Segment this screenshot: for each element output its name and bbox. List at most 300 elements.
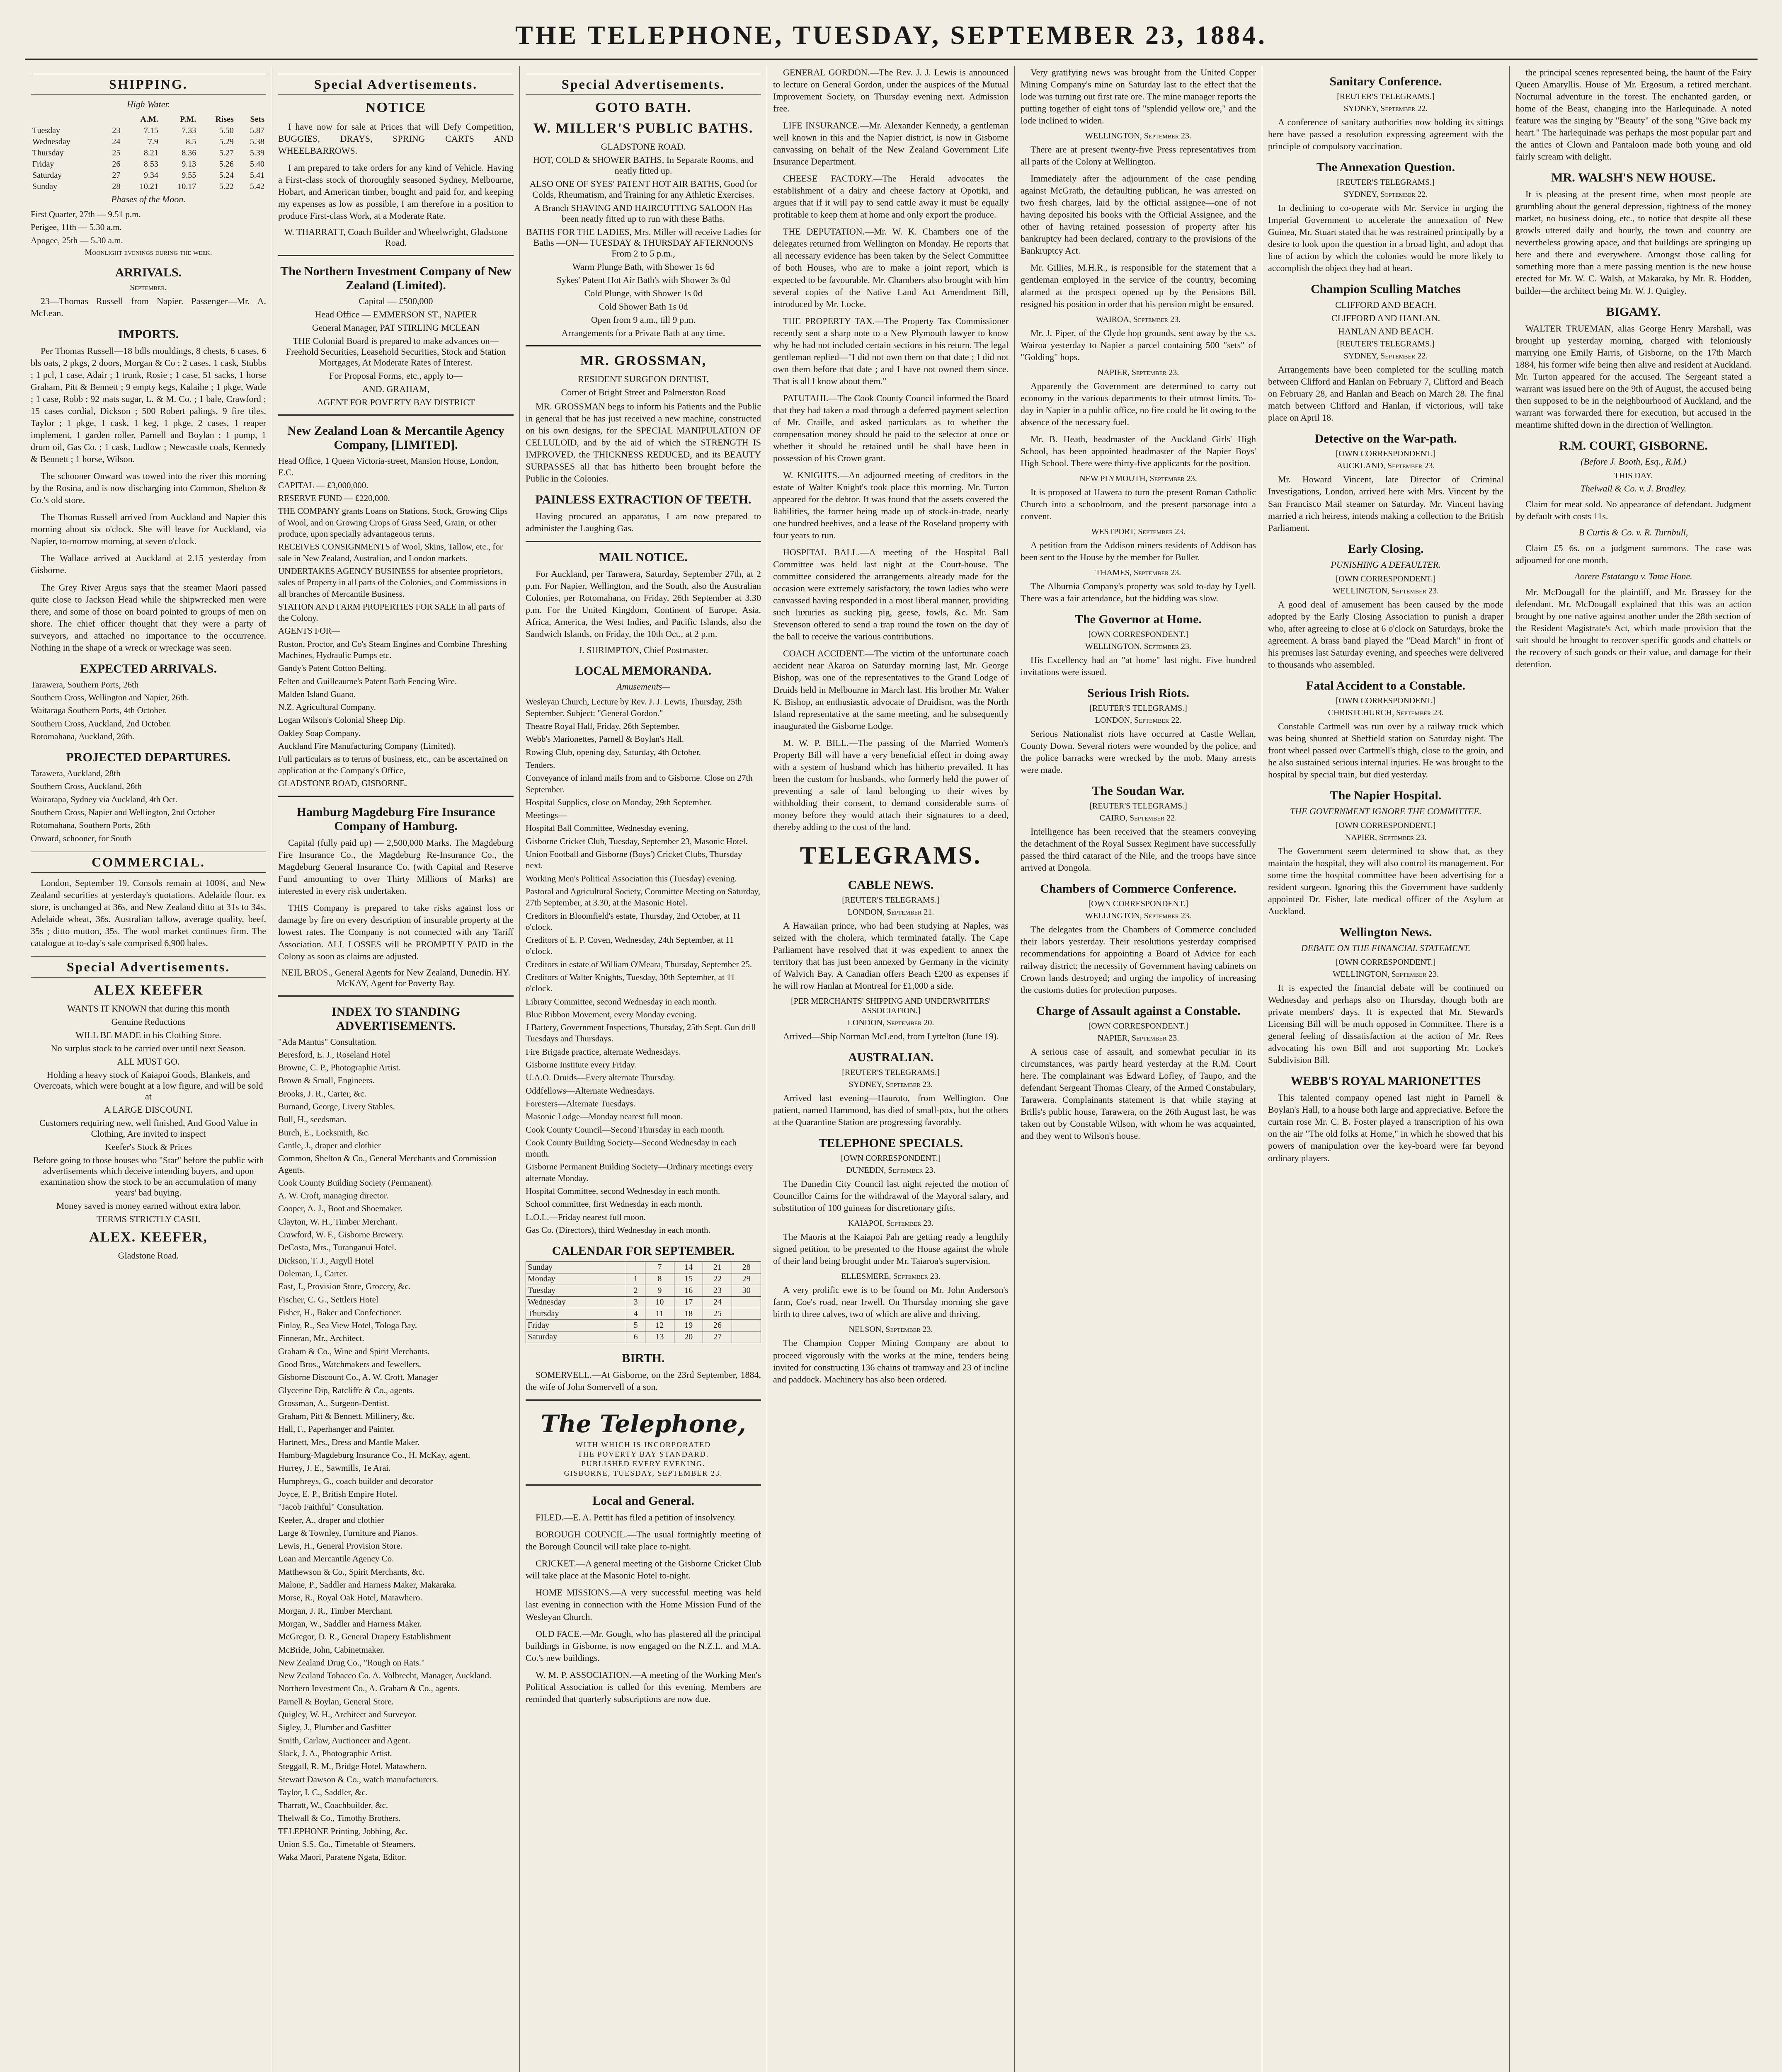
assault-date: NAPIER, September 23. [1097, 1033, 1179, 1043]
index-item: Sigley, J., Plumber and Gasfitter [278, 1722, 391, 1733]
index-item: Loan and Mercantile Agency Co. [278, 1554, 394, 1564]
expected-item: Rotomahana, Auckland, 26th. [31, 731, 135, 741]
assault-heading: Charge of Assault against a Constable. [1036, 1004, 1241, 1018]
table-cell [732, 1297, 761, 1308]
detective-date: AUCKLAND, September 23. [1336, 461, 1435, 471]
index-item: Smith, Carlaw, Auctioneer and Agent. [278, 1735, 410, 1745]
table-cell: 3 [626, 1297, 645, 1308]
dateline-napier: NAPIER, September 23. [1097, 368, 1179, 377]
irish-date: LONDON, September 22. [1095, 716, 1182, 725]
closing-text: A good deal of amusement has been caused by the mode adopted by the Early Closing Association to punish a draper who, after agreeing to close at 6 o'clock on Saturdays, broke the agreement. A brass band played the "Dead March" in front of his premises last Saturday evening, and speeches were delivered to thousands who assembled. [1268, 599, 1503, 670]
table-header-cell [31, 114, 102, 125]
table-cell: Monday [526, 1273, 626, 1285]
annexation-source: [REUTER'S TELEGRAMS.] [1337, 178, 1435, 187]
painless-heading: PAINLESS EXTRACTION OF TEETH. [535, 493, 752, 507]
table-cell: 14 [674, 1262, 703, 1273]
table-cell: 8.53 [143, 160, 158, 169]
nzl-line: Auckland Fire Manufacturing Company (Limited). [278, 741, 456, 751]
nic-line: General Manager, PAT STIRLING MCLEAN [312, 322, 480, 333]
webb-heading: WEBB'S ROYAL MARIONETTES [1290, 1074, 1481, 1088]
memo-item: Tenders. [526, 760, 555, 770]
table-cell: 5.38 [250, 137, 264, 146]
table-cell: 30 [732, 1285, 761, 1297]
index-item: McBride, John, Cabinetmaker. [278, 1644, 385, 1655]
index-item: Waka Maori, Paratene Ngata, Editor. [278, 1852, 407, 1862]
projected-heading: PROJECTED DEPARTURES. [66, 750, 231, 765]
index-item: Clayton, W. H., Timber Merchant. [278, 1216, 398, 1227]
table-cell: Friday [526, 1320, 626, 1331]
soudan-heading: The Soudan War. [1092, 784, 1185, 798]
column-4 [767, 66, 1015, 2072]
table-cell: 4 [626, 1308, 645, 1320]
specials-text-3: A very prolific ewe is to be found on Mr. John Anderson's farm, Coe's road, near Irwell. On Thursday morning she gave birth to three calves, two of which are alive and thriving. [773, 1285, 1009, 1319]
memo-item: Theatre Royal Hall, Friday, 26th September. [526, 721, 680, 731]
index-item: Hurrey, J. E., Sawmills, Te Arai. [278, 1463, 391, 1473]
article-gordon: GENERAL GORDON.—The Rev. J. J. Lewis is announced to lecture on General Gordon, under the auspices of the Mutual Improvement Society, on Thursday evening next. Admission free. [773, 67, 1009, 114]
rm-court-heading: R.M. COURT, GISBORNE. [1559, 438, 1708, 453]
hm-text: Capital (fully paid up) — 2,500,000 Marks. The Magdeburg Fire Insurance Co., the Magdeburg Re-Insurance Co., the Magdeburg General Insurance Co. (with Capital and Reserve Fund amounting to over Thirty Millions of Marks) are interested in every risk undertaken. [278, 838, 514, 896]
wellington-source: [OWN CORRESPONDENT.] [1336, 958, 1436, 967]
table-cell: 7 [645, 1262, 674, 1273]
column-1 [25, 66, 272, 2072]
projected-list [31, 768, 266, 844]
nic-line: THE Colonial Board is prepared to make advances on— Freehold Securities, Leasehold Securities, Stock and Station Mortgages, At Moderate Rates of Interest. [286, 336, 506, 368]
index-item: McGregor, D. R., General Drapery Establishment [278, 1631, 451, 1642]
cable-date-2: LONDON, September 20. [847, 1018, 934, 1028]
irish-text: Serious Nationalist riots have occurred at Castle Wellan, County Down. Several rioters were wounded by the police, and the police barracks were wrecked by the mob. Many arrests were made. [1021, 729, 1256, 775]
sanitary-date: SYDNEY, September 22. [1343, 104, 1428, 113]
calendar-table [526, 1261, 761, 1343]
table-cell: 28 [732, 1262, 761, 1273]
index-item: Taylor, I. C., Saddler, &c. [278, 1787, 368, 1797]
local-heading: Local and General. [592, 1494, 694, 1508]
table-cell: 27 [112, 171, 121, 180]
nzl-line: RESERVE FUND — £220,000. [278, 493, 390, 503]
table-cell: 12 [645, 1320, 674, 1331]
index-item: New Zealand Drug Co., "Rough on Rats." [278, 1657, 425, 1668]
keefer-signature: ALEX. KEEFER, [89, 1230, 208, 1245]
specials-source: [OWN CORRESPONDENT.] [841, 1154, 941, 1163]
memo-item: Creditors in estate of William O'Meara, Thursday, September 25. [526, 959, 752, 969]
table-cell: 5.41 [250, 171, 264, 180]
walsh-heading: MR. WALSH'S NEW HOUSE. [1551, 171, 1716, 185]
assault-text: A serious case of assault, and somewhat peculiar in its circumstances, was partly heard yesterday at the R.M. Court here. The complainant was Edward Lofley, of Taupo, and the defendant Sergeant Thomas Cleary, of the Armed Constabulary, Tarawera. Complainants statement is that while staying at Brills's public house, Tarawera, on the 26th August last, he was taken out by Constable Wilson, with whom he was acquainted, and they went to Wilson's house. [1021, 1046, 1256, 1141]
specials-date-1: DUNEDIN, September 23. [846, 1166, 936, 1175]
rm-case-1: Thelwall & Co. v. J. Bradley. [1580, 483, 1687, 494]
index-item: Finlay, R., Sea View Hotel, Tologa Bay. [278, 1320, 417, 1331]
keefer-address: Gladstone Road. [118, 1250, 179, 1261]
index-item: Cook County Building Society (Permanent). [278, 1177, 433, 1188]
index-item: "Jacob Faithful" Consultation. [278, 1502, 384, 1512]
memo-item: Oddfellows—Alternate Wednesdays. [526, 1085, 655, 1096]
annexation-text: In declining to co-operate with Mr. Service in urging the Imperial Government to accelerate the annexation of New Guinea, Mr. Stuart stated that he was restrained principally by a desire to look upon the question in a broad light, and adopt that line of action by which the colonies would be more likely to accomplish the object they had at heart. [1268, 203, 1503, 274]
specials-date-4: NELSON, September 23. [849, 1325, 933, 1334]
divider [278, 995, 514, 997]
table-cell: 8.21 [143, 148, 158, 157]
index-item: Thelwall & Co., Timothy Brothers. [278, 1813, 401, 1823]
article-knights: W. KNIGHTS.—An adjourned meeting of creditors in the estate of Walter Knight's took place this morning. Mr. Turton appeared for the debtor. It was found that the assets covered the liabilities, the former being made up of stock-in-trade, nearly one hundred beehives, and a lease of the Roseland property with four years to run. [773, 470, 1009, 541]
index-item: Joyce, E. P., British Empire Hotel. [278, 1489, 398, 1499]
table-cell: 26 [112, 160, 121, 169]
birth-heading: BIRTH. [622, 1351, 665, 1365]
hm-text-2: THIS Company is prepared to take risks against loss or damage by fire on every description of insurable property at the lowest rates. The Company is not connected with any Tariff Association. ALL LOSSES will be PROMPTLY PAID in the Colony as soon as claims are adjusted. [278, 903, 514, 961]
article-copper: Very gratifying news was brought from the United Copper Mining Company's mine on Saturday last to the effect that the lode was turning out first rate ore. The mine manager reports the putting together of eight tons of "splendid yellow ore," and the lode inclined to widen. [1021, 67, 1256, 126]
nzl-line: Logan Wilson's Colonial Sheep Dip. [278, 715, 405, 725]
sculling-source: [REUTER'S TELEGRAMS.] [1337, 339, 1435, 349]
logo-date: GISBORNE, TUESDAY, SEPTEMBER 23. [564, 1469, 723, 1478]
table-cell: 23 [703, 1285, 732, 1297]
special-ads-heading-3: Special Advertisements. [526, 74, 761, 95]
sanitary-text: A conference of sanitary authorities now holding its sittings here have passed a resolution expressing agreement with the principle of compulsory vaccination. [1268, 117, 1503, 152]
keefer-line: Genuine Reductions [111, 1017, 186, 1027]
table-cell: Saturday [526, 1331, 626, 1343]
wellington-heading: Wellington News. [1339, 925, 1432, 939]
cable-date: LONDON, September 21. [847, 907, 934, 917]
index-item: Beresford, E. J., Roseland Hotel [278, 1049, 390, 1060]
nzl-line: THE COMPANY grants Loans on Stations, Stock, Growing Clips of Wool, and on Growing Crops of Grass Seed, Grain, or other produce, upon specially advantageous terms. [278, 506, 508, 539]
irish-source: [REUTER'S TELEGRAMS.] [1089, 704, 1187, 713]
table-cell: 17 [674, 1297, 703, 1308]
table-header-cell: Sets [250, 115, 264, 124]
divider [278, 255, 514, 256]
memo-item: Cook County Council—Second Thursday in each month. [526, 1124, 725, 1135]
index-item: Finneran, Mr., Architect. [278, 1333, 364, 1343]
cable-text-2: Arrived—Ship Norman McLeod, from Lyttelton (June 19). [783, 1031, 999, 1042]
index-item: Brown & Small, Engineers. [278, 1075, 375, 1086]
shipping-text-3: The Wallace arrived at Auckland at 2.15 yesterday from Gisborne. [31, 553, 266, 576]
divider [526, 345, 761, 346]
nic-line: Capital — £500,000 [359, 296, 433, 307]
projected-item: Tarawera, Auckland, 28th [31, 768, 121, 779]
rm-court-sub: (Before J. Booth, Esq., R.M.) [1581, 456, 1686, 467]
irish-heading: Serious Irish Riots. [1087, 686, 1189, 700]
detective-heading: Detective on the War-path. [1314, 432, 1457, 446]
memo-item: Meetings— [526, 810, 567, 821]
bath-ad [526, 155, 761, 339]
calendar-row [526, 1273, 761, 1285]
expected-heading: EXPECTED ARRIVALS. [80, 661, 217, 675]
index-item: Quigley, W. H., Architect and Surveyor. [278, 1709, 417, 1720]
table-cell: 27 [703, 1331, 732, 1343]
bath-line: HOT, COLD & SHOWER BATHS, In Separate Rooms, and neatly fitted up. [533, 155, 754, 176]
index-item: Stewart Dawson & Co., watch manufacturers. [278, 1774, 439, 1784]
nzl-line: GLADSTONE ROAD, GISBORNE. [278, 778, 407, 788]
special-ads-heading-2: Special Advertisements. [278, 74, 514, 95]
specials-text-4: The Champion Copper Mining Company are about to proceed vigorously with the works at the mine, tenders being invited for constructing 136 chains of tramway and 23 of incline and paddock. Machinery has also been ordered. [773, 1338, 1009, 1385]
expected-item: Southern Cross, Auckland, 2nd October. [31, 718, 171, 729]
index-item: Grossman, A., Surgeon-Dentist. [278, 1398, 389, 1408]
index-item: New Zealand Tobacco Co. A. Volbrecht, Manager, Auckland. [278, 1670, 492, 1681]
bath-name: W. MILLER'S PUBLIC BATHS. [533, 121, 754, 136]
memo-item: J Battery, Government Inspections, Thursday, 25th Sept. Gun drill Tuesdays and Thursdays. [526, 1022, 756, 1044]
table-cell: 23 [112, 126, 121, 135]
governor-heading: The Governor at Home. [1074, 612, 1202, 627]
fatal-text: Constable Cartmell was run over by a railway truck which was being shunted at Sheffield station on Saturday night. The front wheel passed over Cartmell's thigh, close to the groin, and he also sustained serious internal injuries. He was brought to the hospital by special train, but died yesterday. [1268, 721, 1503, 779]
keefer-line: Customers requiring new, well finished, And Good Value in Clothing, Are invited to inspect [39, 1118, 258, 1139]
sculling-text: Arrangements have been completed for the sculling match between Clifford and Hanlan on February 7, Clifford and Beach on February 28, and Hanlan and Beach on March 28. The final match between Clifford and Hanlan, if victorious, will take place on April 18. [1268, 364, 1503, 423]
mail-heading: MAIL NOTICE. [599, 550, 688, 564]
index-item: Parnell & Boylan, General Store. [278, 1696, 394, 1706]
table-cell: 25 [112, 148, 121, 157]
keefer-ad [31, 1003, 266, 1225]
bigamy-text: WALTER TRUEMAN, alias George Henry Marshall, was brought up yesterday morning, charged with feloniously marrying one Emily Harris, of Gisborne, on the 17th March 1884, his former wife being then alive and resident at Auckland. Mr. Turton appeared for the accused. The Sergeant stated a warrant was issued here on the 9th of August, the accused being then supposed to be in the neighbourhood of Auckland, and the warrant was forwarded there for execution, but accused in the meantime shifted down in the direction of Wellington. [1515, 323, 1751, 430]
shipping-text-1: The schooner Onward was towed into the river this morning by the Rosina, and is now discharging into Common, Shelton & Co.'s old store. [31, 471, 266, 506]
table-cell: 9.55 [182, 171, 196, 180]
bath-address: GLADSTONE ROAD. [601, 141, 686, 152]
table-header-cell [102, 114, 122, 125]
table-cell: Sunday [32, 182, 57, 191]
bath-line: A Branch SHAVING AND HAIRCUTTING SALOON Has been neatly fitted up to run with these Baths. [534, 203, 753, 224]
table-cell: 2 [626, 1285, 645, 1297]
table-cell: 8 [645, 1273, 674, 1285]
memo-item: Fire Brigade practice, alternate Wednesdays. [526, 1046, 681, 1057]
dateline-new-plymouth: NEW PLYMOUTH, September 23. [1079, 474, 1197, 483]
memo-item: Library Committee, second Wednesday in each month. [526, 996, 717, 1007]
table-cell: 5 [626, 1320, 645, 1331]
table-cell: Tuesday [32, 126, 61, 135]
article-life-insurance: LIFE INSURANCE.—Mr. Alexander Kennedy, a gentleman well known in this and the Napier district, is now in Gisborne canvassing on behalf of the New Zealand Government Life Insurance Department. [773, 120, 1009, 167]
rm-case-1-text: Claim for meat sold. No appearance of defendant. Judgment by default with costs 11s. [1515, 499, 1751, 521]
chambers-text: The delegates from the Chambers of Commerce concluded their labors yesterday. Their resolutions yesterday comprised recommendations for appointing a Board of Advice for each railway district; the necessity of Government having cabinets on Crown lands destroyed; and urging the impolicy of increasing the customs duties for protection purposes. [1021, 924, 1256, 995]
projected-item: Southern Cross, Napier and Wellington, 2nd October [31, 807, 215, 818]
index-item: Lewis, H., General Provision Store. [278, 1541, 402, 1551]
table-cell: 10.17 [177, 182, 196, 191]
nzl-line: Gandy's Patent Cotton Belting. [278, 663, 386, 673]
table-cell: Thursday [32, 148, 64, 157]
rm-case-2: B Curtis & Co. v. R. Turnbull, [1578, 527, 1688, 537]
newspaper-logo: The Telephone, [541, 1410, 746, 1438]
table-header-cell: A.M. [140, 115, 158, 124]
expected-item: Waitaraga Southern Ports, 4th October. [31, 705, 167, 716]
table-cell: 5.29 [219, 137, 234, 146]
specials-text-2: The Maoris at the Kaiapoi Pah are getting ready a lengthily signed petition, to be presented to the House against the whole of their land being brought under Mr. Taiaroa's supervision. [773, 1232, 1009, 1266]
table-cell: 5.26 [219, 160, 234, 169]
detective-text: Mr. Howard Vincent, late Director of Criminal Investigations, London, arrived here with Mrs. Vincent by the San Francisco Mail steamer on Saturday. Mr. Vincent having married a rich heiress, intends making a collection to the British Parliament. [1268, 474, 1503, 533]
table-cell [732, 1331, 761, 1343]
index-item: Cooper, A. J., Boot and Shoemaker. [278, 1203, 403, 1214]
memo-item: Webb's Marionettes, Parnell & Boylan's Hall. [526, 734, 684, 744]
index-item: Browne, C. P., Photographic Artist. [278, 1063, 401, 1073]
table-cell: 5.40 [250, 160, 264, 169]
article-gillies: Mr. Gillies, M.H.R., is responsible for the statement that a gentleman employed in the service of the country, becoming alarmed at the prospect opened up by the Pensions Bill, resigned his position in order that his pension might be ensured. [1021, 262, 1256, 309]
mail-signature: J. SHRIMPTON, Chief Postmaster. [578, 645, 708, 656]
soudan-text: Intelligence has been received that the steamers conveying the detachment of the Royal Sussex Regiment have successfully passed the third cataract of the Nile, and the troops have since arrived at Dongola. [1021, 826, 1256, 873]
notice-signature: W. THARRATT, Coach Builder and Wheelwright, Gladstone Road. [284, 227, 508, 248]
sculling-date: SYDNEY, September 22. [1343, 351, 1428, 361]
rm-case-2-text: Claim £5 6s. on a judgment summons. The case was adjourned for one month. [1515, 542, 1751, 565]
wellington-text: It is expected the financial debate will be continued on Wednesday and perhaps also on Thursday, though both are private members' days. It is expected that Mr. Steward's Licensing Bill will be much opposed in Committee. There is a general feeling of dissatisfaction at the action of Mr. Rees advocating his own Bill and not supporting Mr. Locke's Subdivision Bill. [1268, 983, 1503, 1065]
shipping-text-2: The Thomas Russell arrived from Auckland and Napier this morning about six o'clock. She will leave for Auckland, via Napier, to-morrow morning, at seven o'clock. [31, 512, 266, 547]
nic-line: AND. GRAHAM, [362, 384, 429, 395]
moon-heading: Phases of the Moon. [111, 194, 186, 204]
nic-line: For Proposal Forms, etc., apply to— [329, 370, 463, 381]
table-cell: Friday [32, 160, 54, 169]
table-cell: 22 [703, 1273, 732, 1285]
index-item: Burnand, George, Livery Stables. [278, 1101, 395, 1112]
bath-line: Warm Plunge Bath, with Shower 1s 6d [572, 261, 715, 272]
nzl-line: AGENTS FOR— [278, 626, 340, 636]
nzl-line: Felten and Guilleaume's Patent Barb Fencing Wire. [278, 676, 457, 686]
table-cell: 25 [703, 1308, 732, 1320]
index-item: Common, Shelton & Co., General Merchants and Commission Agents. [278, 1153, 497, 1175]
napier-subheading: THE GOVERNMENT IGNORE THE COMMITTEE. [1290, 806, 1482, 816]
bath-line: Arrangements for a Private Bath at any time. [561, 328, 725, 338]
commercial-text: London, September 19. Consols remain at 100¾, and New Zealand securities at yesterday's quotations. Adelaide flour, ex store, is unchanged at 36s, and New Zealand ditto at 31s to 34s. Adelaide wheat, 36s. Australian tallow, average quality, beef, 35s ; ditto mutton, 35s. The wool market continues firm. The catalogue at to-day's sale comprised 6,900 bales. [31, 877, 266, 949]
table-cell: 7.15 [143, 126, 158, 135]
projected-item: Southern Cross, Auckland, 26th [31, 781, 142, 792]
nzl-line: N.Z. Agricultural Company. [278, 702, 376, 712]
closing-heading: Early Closing. [1348, 542, 1424, 556]
australian-date: SYDNEY, September 23. [849, 1080, 933, 1089]
index-item: Brooks, J. R., Carter, &c. [278, 1088, 366, 1099]
memo-item: Gisborne Permanent Building Society—Ordinary meetings every alternate Monday. [526, 1162, 753, 1183]
dentist-name: MR. GROSSMAN, [580, 353, 707, 368]
nzl-line: Malden Island Guano. [278, 689, 356, 699]
moon-line: Apogee, 25th — 5.30 a.m. [31, 235, 123, 245]
index-item: A. W. Croft, managing director. [278, 1191, 388, 1201]
specials-date-2: KAIAPOI, September 23. [848, 1219, 934, 1228]
cable-source-2: [PER MERCHANTS' SHIPPING AND UNDERWRITERS' ASSOCIATION.] [791, 997, 991, 1016]
cable-source: [REUTER'S TELEGRAMS.] [842, 895, 940, 905]
webb-text: This talented company opened last night in Parnell & Boylan's Hall, to a house both large and appreciative. Before the curtain rose Mr. C. B. Foster played a transcription of his own on the air "The old folks at Home," in which he showed that his powers of manipulation over the key-board were far beyond ordinary players. [1268, 1092, 1503, 1163]
closing-source: [OWN CORRESPONDENT.] [1336, 574, 1436, 583]
masthead-title: THE TELEPHONE, TUESDAY, SEPTEMBER 23, 1884. [515, 20, 1267, 50]
annexation-heading: The Annexation Question. [1316, 160, 1455, 174]
notice-text-2: I am prepared to take orders for any kind of Vehicle. Having a First-class stock of thoroughly seasoned Sydney, Melbourne, Hobart, and American timber, bought and paid for, and keeping my expenses as low as possible, I am therefore in a position to produce First-class Work, at a Moderate Rate. [278, 162, 514, 221]
memo-item: Gisborne Institute every Friday. [526, 1060, 636, 1070]
napier-source: [OWN CORRESPONDENT.] [1336, 821, 1436, 830]
table-cell: 7.9 [148, 137, 158, 146]
table-cell: Tuesday [526, 1285, 626, 1297]
keefer-line: Holding a heavy stock of Kaiapoi Goods, Blankets, and Overcoats, which were bought at a low figure, and will be sold at [34, 1070, 263, 1102]
table-cell: 5.22 [219, 182, 234, 191]
arrivals-sub: September. [130, 283, 167, 292]
index-item: Fisher, H., Baker and Confectioner. [278, 1307, 402, 1317]
keefer-line: ALL MUST GO. [117, 1056, 180, 1067]
moon-line: First Quarter, 27th — 9.51 p.m. [31, 209, 141, 219]
columns [25, 66, 1758, 2072]
memo-list [526, 696, 761, 1236]
index-item: Graham & Co., Wine and Spirit Merchants. [278, 1346, 430, 1356]
local-text-2: BOROUGH COUNCIL.—The usual fortnightly meeting of the Borough Council will take place to-night. [526, 1529, 761, 1552]
logo-sub-2: THE POVERTY BAY STANDARD. [577, 1450, 709, 1459]
table-cell: 5.42 [250, 182, 264, 191]
assault-source: [OWN CORRESPONDENT.] [1088, 1021, 1188, 1031]
projected-item: Onward, schooner, for South [31, 833, 131, 843]
article-deputation: THE DEPUTATION.—Mr. W. K. Chambers one of the delegates returned from Wellington on Monday. He reports that all necessary evidence has been taken by the Select Committee of both Houses, who are to make a joint report, which is expected to be favourable. Mr. Chambers also brought with him several copies of the Native Land Act Amendment Bill, introduced by Mr. Locke. [773, 226, 1009, 309]
australian-heading: AUSTRALIAN. [848, 1051, 933, 1065]
governor-date: WELLINGTON, September 23. [1085, 642, 1192, 651]
article-coach-accident: COACH ACCIDENT.—The victim of the unfortunate coach accident near Akaroa on Saturday morning last, Mr. George Bishop, was one of the representatives to the Grand Lodge of Druids held in Melbourne in March last. His brother Mr. Walter K. Bishop, an enthusiastic advocate of Druidism, was the North Island representative at the same meeting, and he subsequently inaugurated the Gisborne Lodge. [773, 648, 1009, 731]
index-item: Gisborne Discount Co., A. W. Croft, Manager [278, 1372, 438, 1382]
divider [526, 541, 761, 542]
memo-item: Hospital Supplies, close on Monday, 29th September. [526, 797, 712, 807]
birth-text: SOMERVELL.—At Gisborne, on the 23rd September, 1884, the wife of John Somervell of a son. [526, 1370, 761, 1392]
index-item: Glycerine Dip, Ratcliffe & Co., agents. [278, 1385, 415, 1395]
divider [526, 1399, 761, 1401]
index-heading: INDEX TO STANDING ADVERTISEMENTS. [331, 1005, 461, 1033]
table-header-cell: P.M. [180, 115, 196, 124]
napier-heading: The Napier Hospital. [1330, 788, 1442, 802]
table-cell: 8.5 [186, 137, 196, 146]
closing-date: WELLINGTON, September 23. [1332, 586, 1439, 595]
memo-item: L.O.L.—Friday nearest full moon. [526, 1212, 646, 1222]
table-cell: 19 [674, 1320, 703, 1331]
bath-heading: GOTO BATH. [595, 100, 692, 115]
index-item: Hamburg-Magdeburg Insurance Co., H. McKay, agent. [278, 1450, 470, 1460]
nic-line: AGENT FOR POVERTY BAY DISTRICT [317, 397, 475, 408]
tide-table [31, 114, 266, 192]
keefer-line: A LARGE DISCOUNT. [104, 1104, 193, 1115]
projected-item: Rotomahana, Southern Ports, 26th [31, 820, 150, 830]
table-cell: 29 [732, 1273, 761, 1285]
index-item: Slack, J. A., Photographic Artist. [278, 1748, 392, 1758]
governor-text: His Excellency had an "at home" last night. Five hundred invitations were issued. [1021, 655, 1256, 678]
index-item: Hall, F., Paperhanger and Painter. [278, 1424, 395, 1434]
divider [278, 414, 514, 416]
sculling-names [1268, 300, 1503, 337]
keefer-line: No surplus stock to be carried over until next Season. [51, 1043, 246, 1054]
painless-text: Having procured an apparatus, I am now prepared to administer the Laughing Gas. [526, 511, 761, 534]
table-cell: 6 [626, 1331, 645, 1343]
nic-heading: The Northern Investment Company of New Zealand (Limited). [280, 264, 512, 293]
table-cell: 24 [112, 137, 121, 146]
expected-item: Tarawera, Southern Ports, 26th [31, 679, 139, 690]
rm-case-3-text: Mr. McDougall for the plaintiff, and Mr. Brassey for the defendant. Mr. McDougall explained that this was an action brought by one native against another under the 28th section of the Resident Magistrate's Act, which made provision that the suit should be brought to recover specific goods and chattels or the recovery of such goods or their value, and damage for their detention. [1515, 586, 1751, 670]
nzl-line: Head Office, 1 Queen Victoria-street, Mansion House, London, E.C. [278, 456, 499, 477]
memo-item: Masonic Lodge—Monday nearest full moon. [526, 1111, 683, 1122]
keefer-line: TERMS STRICTLY CASH. [96, 1214, 201, 1225]
index-item: Morgan, W., Saddler and Harness Maker. [278, 1618, 422, 1629]
table-cell: Thursday [526, 1308, 626, 1320]
index-item: Morgan, J. R., Timber Merchant. [278, 1605, 393, 1616]
index-list [278, 1036, 514, 1863]
index-item: Graham, Pitt & Bennett, Millinery, &c. [278, 1411, 415, 1421]
dentist-title: RESIDENT SURGEON DENTIST, [577, 374, 709, 384]
index-item: Hartnett, Mrs., Dress and Mantle Maker. [278, 1437, 420, 1447]
wellington-subheading: DEBATE ON THE FINANCIAL STATEMENT. [1301, 943, 1471, 954]
memo-item: Working Men's Political Association this (Tuesday) evening. [526, 873, 737, 884]
hm-signature: NEIL BROS., General Agents for New Zealand, Dunedin. HY. McKAY, Agent for Poverty Bay. [281, 967, 510, 988]
article-hops: Mr. J. Piper, of the Clyde hop grounds, sent away by the s.s. Wairoa yesterday to Napier a parcel containing 500 "sets" of "Golding" hops. [1021, 327, 1256, 362]
memo-item: Gas Co. (Directors), third Wednesday in each month. [526, 1225, 710, 1235]
specials-text-1: The Dunedin City Council last night rejected the motion of Councillor Cairns for the withdrawal of the Mayoral salary, and substitution of 100 guineas for discretionary gifts. [773, 1179, 1009, 1213]
nzl-line: RECEIVES CONSIGNMENTS of Wool, Skins, Tallow, etc., for sale in New Zealand, Australian, and London markets. [278, 542, 503, 563]
article-heath: Mr. B. Heath, headmaster of the Auckland Girls' High School, has been appointed headmaster of the Napier Boys' High School. There were thirty-five applicants for the position. [1021, 433, 1256, 468]
table-cell [626, 1262, 645, 1273]
table-cell: 5.50 [219, 126, 234, 135]
index-item: Dickson, T. J., Argyll Hotel [278, 1255, 374, 1266]
table-cell: Sunday [526, 1262, 626, 1273]
index-item: Burch, E., Locksmith, &c. [278, 1127, 370, 1138]
shipping-heading: SHIPPING. [31, 74, 266, 95]
bigamy-heading: BIGAMY. [1606, 305, 1661, 319]
local-text-4: HOME MISSIONS.—A very successful meeting was held last evening in connection with the Home Mission Fund of the Wesleyan Church. [526, 1587, 761, 1622]
divider [526, 1484, 761, 1486]
calendar-row [526, 1297, 761, 1308]
dateline-westport: WESTPORT, September 23. [1091, 527, 1186, 536]
hm-heading: Hamburg Magdeburg Fire Insurance Company of Hamburg. [296, 805, 495, 833]
australian-source: [REUTER'S TELEGRAMS.] [842, 1068, 940, 1077]
column-6 [1262, 66, 1510, 2072]
index-item: Large & Townley, Furniture and Pianos. [278, 1527, 418, 1538]
table-cell: 11 [645, 1308, 674, 1320]
sculling-heading: Champion Sculling Matches [1311, 282, 1461, 296]
article-economy: Apparently the Government are determined to carry out economy in the various departments to their utmost limits. To-day in Napier in a public office, no fire could be lit owing to the absence of the necessary fuel. [1021, 380, 1256, 427]
memo-item: Pastoral and Agricultural Society, Committee Meeting on Saturday, 27th September, at 3.30, at the Masonic Hotel. [526, 886, 760, 908]
moon-note: Moonlight evenings during the week. [85, 247, 212, 257]
tide-heading: High Water. [126, 99, 170, 109]
